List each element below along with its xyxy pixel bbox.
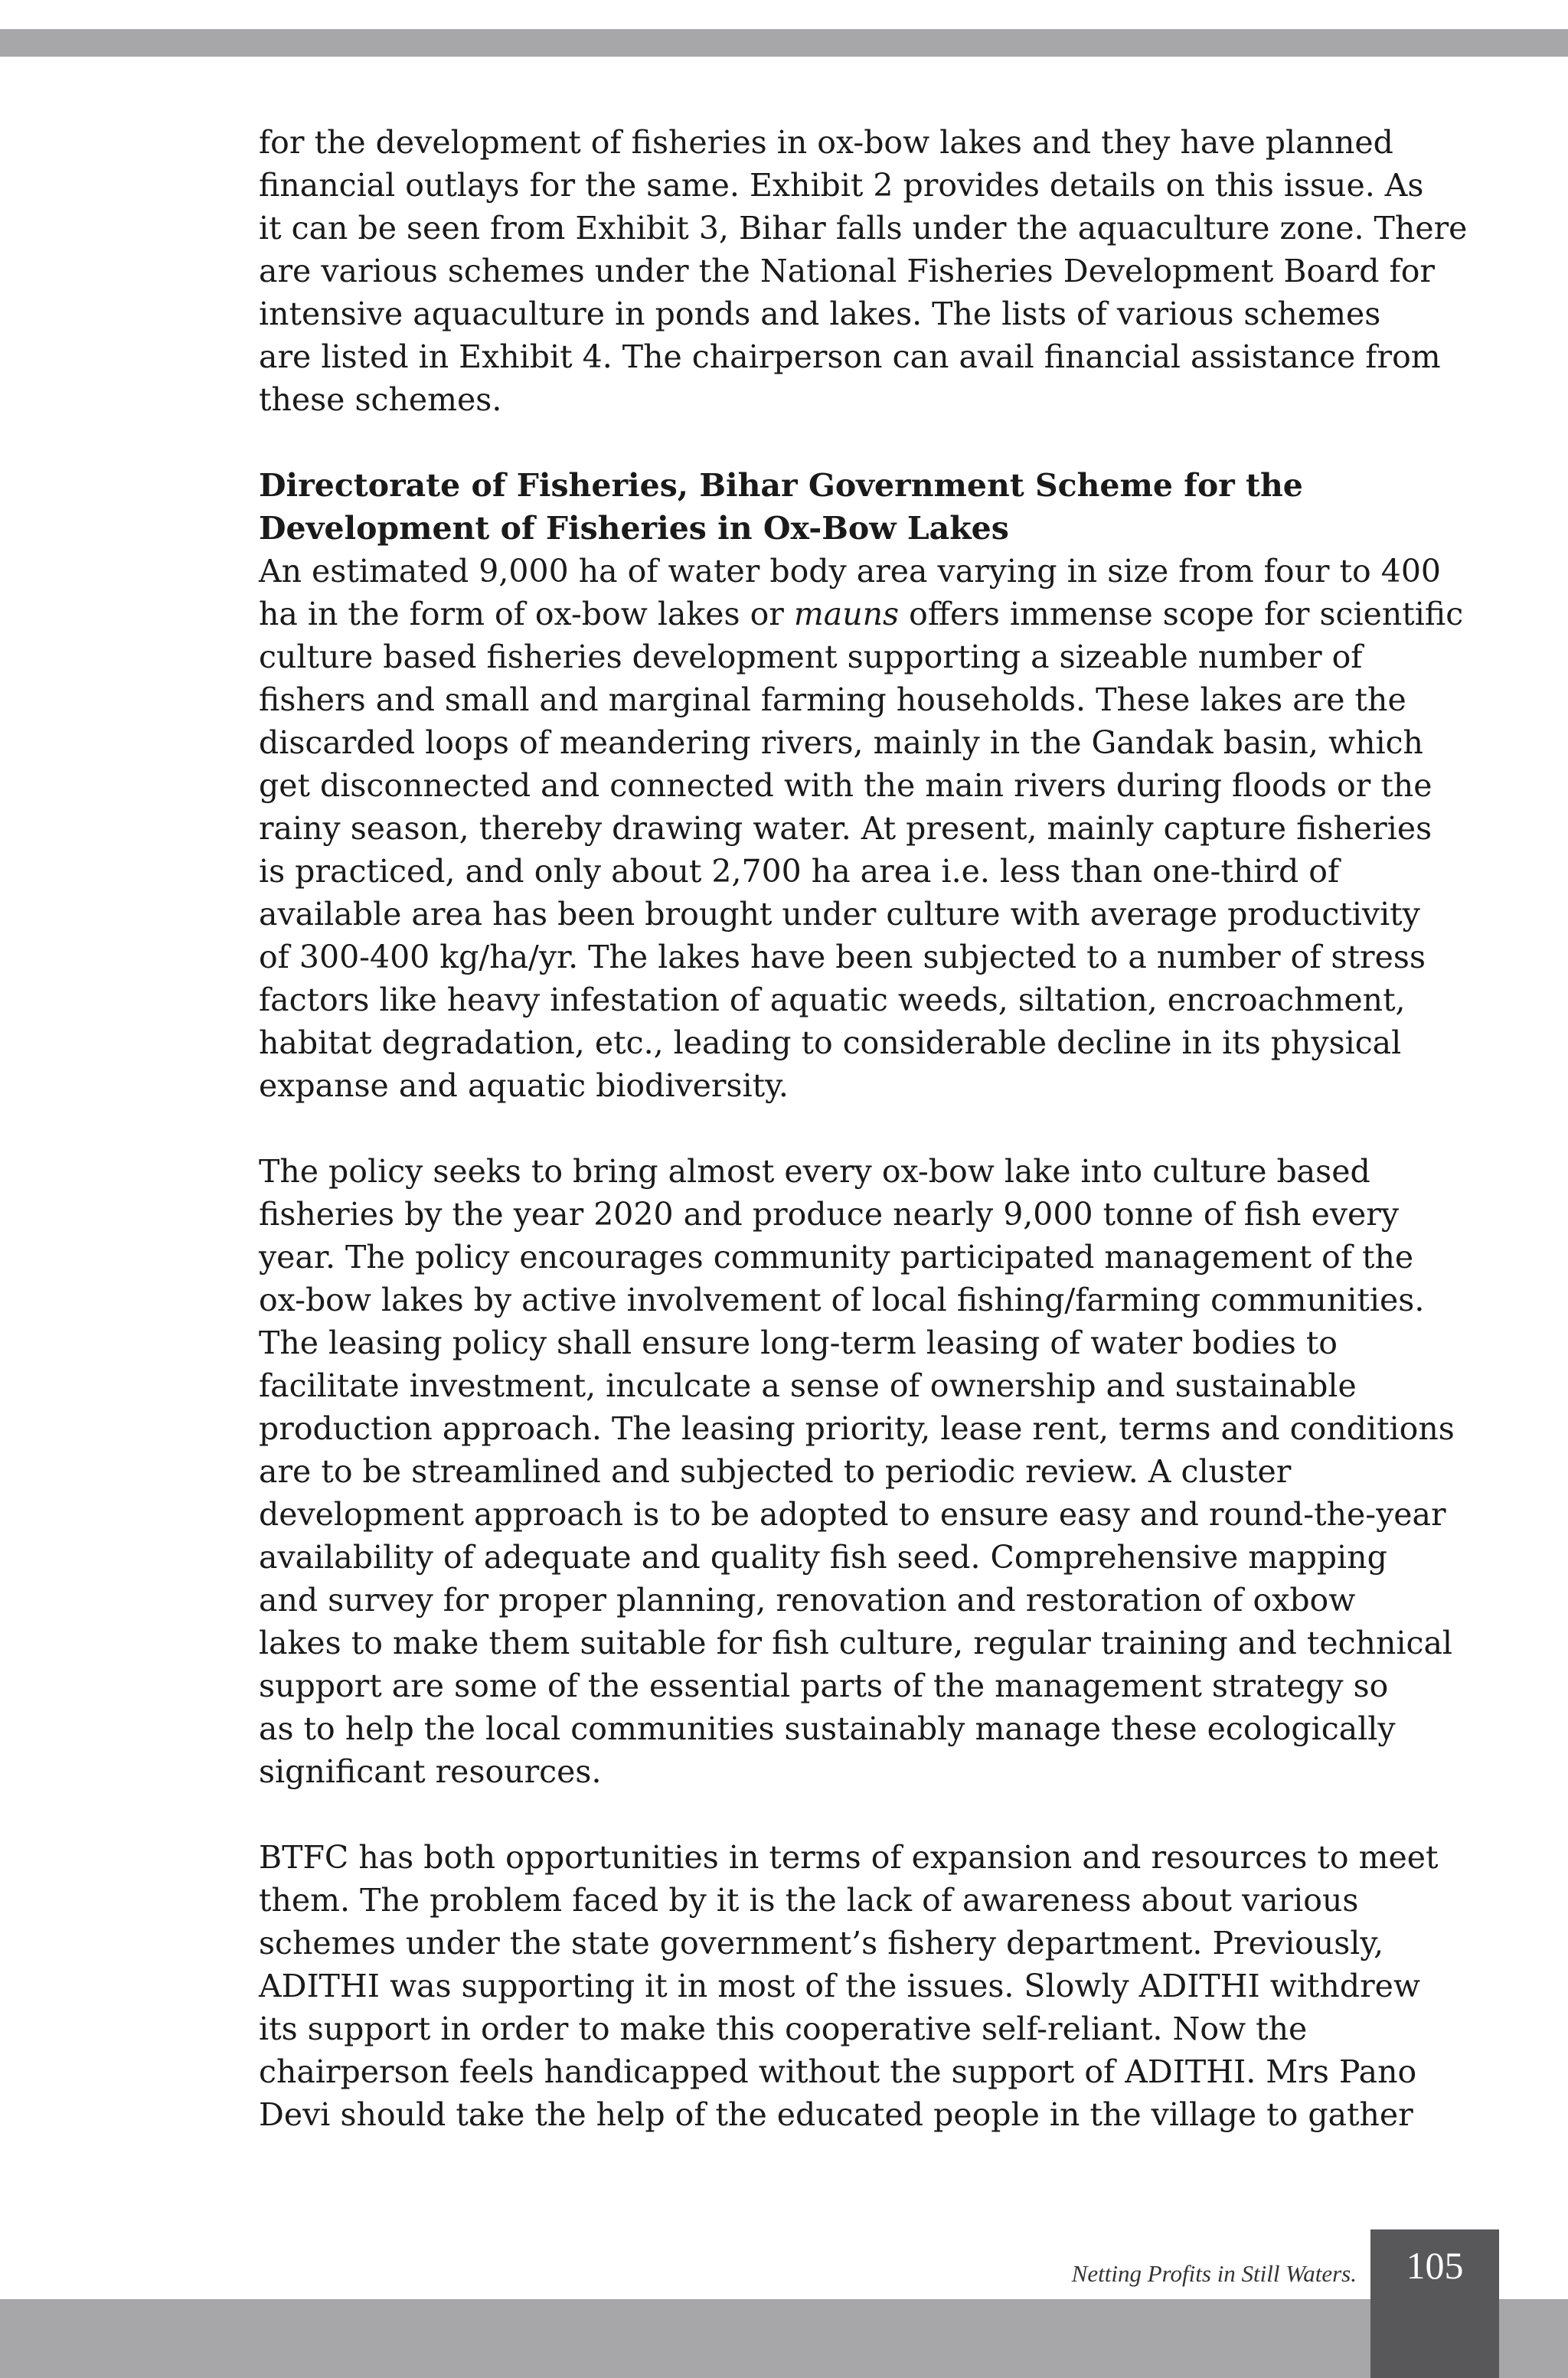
text-line: ADITHI was supporting it in most of the issues. Slowly ADITHI withdrew [259,1968,1421,2004]
text-line: Devi should take the help of the educated people in the village to gather [259,2096,1413,2133]
top-decorative-band [0,29,1568,57]
text-line: get disconnected and connected with the main rivers during floods or the [259,767,1432,804]
text-line: are to be streamlined and subjected to periodic review. A cluster [259,1453,1292,1490]
text-line: development approach is to be adopted to ensure easy and round-the-year [259,1496,1446,1533]
text-line: is practiced, and only about 2,700 ha area i.e. less than one-third of [259,853,1340,890]
page-number: 105 [1406,2244,1464,2287]
text-line: expanse and aquatic biodiversity. [259,1067,789,1104]
text-line: facilitate investment, inculcate a sense of ownership and sustainable [259,1367,1357,1404]
text-line: year. The policy encourages community participated management of the [259,1239,1414,1276]
text-line: ox-bow lakes by active involvement of local fishing/farming communities. [259,1282,1425,1318]
text-line: fisheries by the year 2020 and produce nearly 9,000 tonne of fish every [259,1196,1400,1233]
page-number-box [1370,2229,1499,2378]
text-line: support are some of the essential parts of the management strategy so [259,1668,1389,1704]
text-line: them. The problem faced by it is the lack of awareness about various [259,1882,1359,1919]
text-line: culture based fisheries development supporting a sizeable number of [259,639,1363,675]
text-fragment: offers immense scope for scientific [899,596,1464,632]
text-line: are various schemes under the National Fisheries Development Board for [259,253,1435,289]
text-line: significant resources. [259,1753,602,1790]
page-body [259,121,1468,2136]
text-line: and survey for proper planning, renovation and restoration of oxbow [259,1582,1356,1619]
paragraph-policy [259,1150,1455,1793]
text-line: availability of adequate and quality fish seed. Comprehensive mapping [259,1539,1387,1576]
running-footer-title: Netting Profits in Still Waters. [1071,2260,1357,2287]
text-line: The policy seeks to bring almost every ox-bow lake into culture based [259,1153,1370,1190]
text-line: habitat degradation, etc., leading to considerable decline in its physical [259,1024,1402,1061]
text-line: these schemes. [259,381,502,418]
text-line: intensive aquaculture in ponds and lakes. The lists of various schemes [259,296,1381,332]
text-line: available area has been brought under culture with average productivity [259,896,1420,933]
paragraph-intro [259,121,1468,421]
text-line: The leasing policy shall ensure long-term leasing of water bodies to [259,1325,1338,1361]
italic-term: mauns [793,596,900,632]
section-heading [259,464,1438,550]
text-line: its support in order to make this cooperative self-reliant. Now the [259,2011,1308,2047]
text-fragment: ha in the form of ox-bow lakes or [259,596,794,632]
section-heading-line: Directorate of Fisheries, Bihar Government Scheme for the [259,467,1303,504]
text-line: chairperson feels handicapped without the support of ADITHI. Mrs Pano [259,2053,1417,2090]
text-line: are listed in Exhibit 4. The chairperson can avail financial assistance from [259,338,1441,375]
text-line: production approach. The leasing priority, lease rent, terms and conditions [259,1410,1455,1447]
text-line: An estimated 9,000 ha of water body area varying in size from four to 400 [259,553,1442,590]
text-line: rainy season, thereby drawing water. At present, mainly capture fisheries [259,810,1432,847]
section-heading-line: Development of Fisheries in Ox-Bow Lakes [259,510,1009,547]
text-line: it can be seen from Exhibit 3, Bihar falls under the aquaculture zone. There [259,210,1468,247]
text-line: discarded loops of meandering rivers, mainly in the Gandak basin, which [259,724,1423,761]
text-line: fishers and small and marginal farming households. These lakes are the [259,681,1406,718]
paragraph-ox-bow-lakes [259,550,1464,1107]
text-line [259,593,1464,635]
bottom-decorative-band [0,2299,1568,2378]
text-line: BTFC has both opportunities in terms of expansion and resources to meet [259,1839,1439,1876]
text-line: for the development of fisheries in ox-bow lakes and they have planned [259,124,1393,161]
text-line: schemes under the state government’s fishery department. Previously, [259,1925,1384,1962]
text-line: lakes to make them suitable for fish culture, regular training and technical [259,1625,1453,1661]
text-line: as to help the local communities sustainably manage these ecologically [259,1710,1396,1747]
text-line: factors like heavy infestation of aquatic weeds, siltation, encroachment, [259,982,1406,1018]
text-line: financial outlays for the same. Exhibit 2 provides details on this issue. As [259,167,1424,204]
text-line: of 300-400 kg/ha/yr. The lakes have been subjected to a number of stress [259,939,1426,975]
paragraph-btfc [259,1836,1438,2136]
